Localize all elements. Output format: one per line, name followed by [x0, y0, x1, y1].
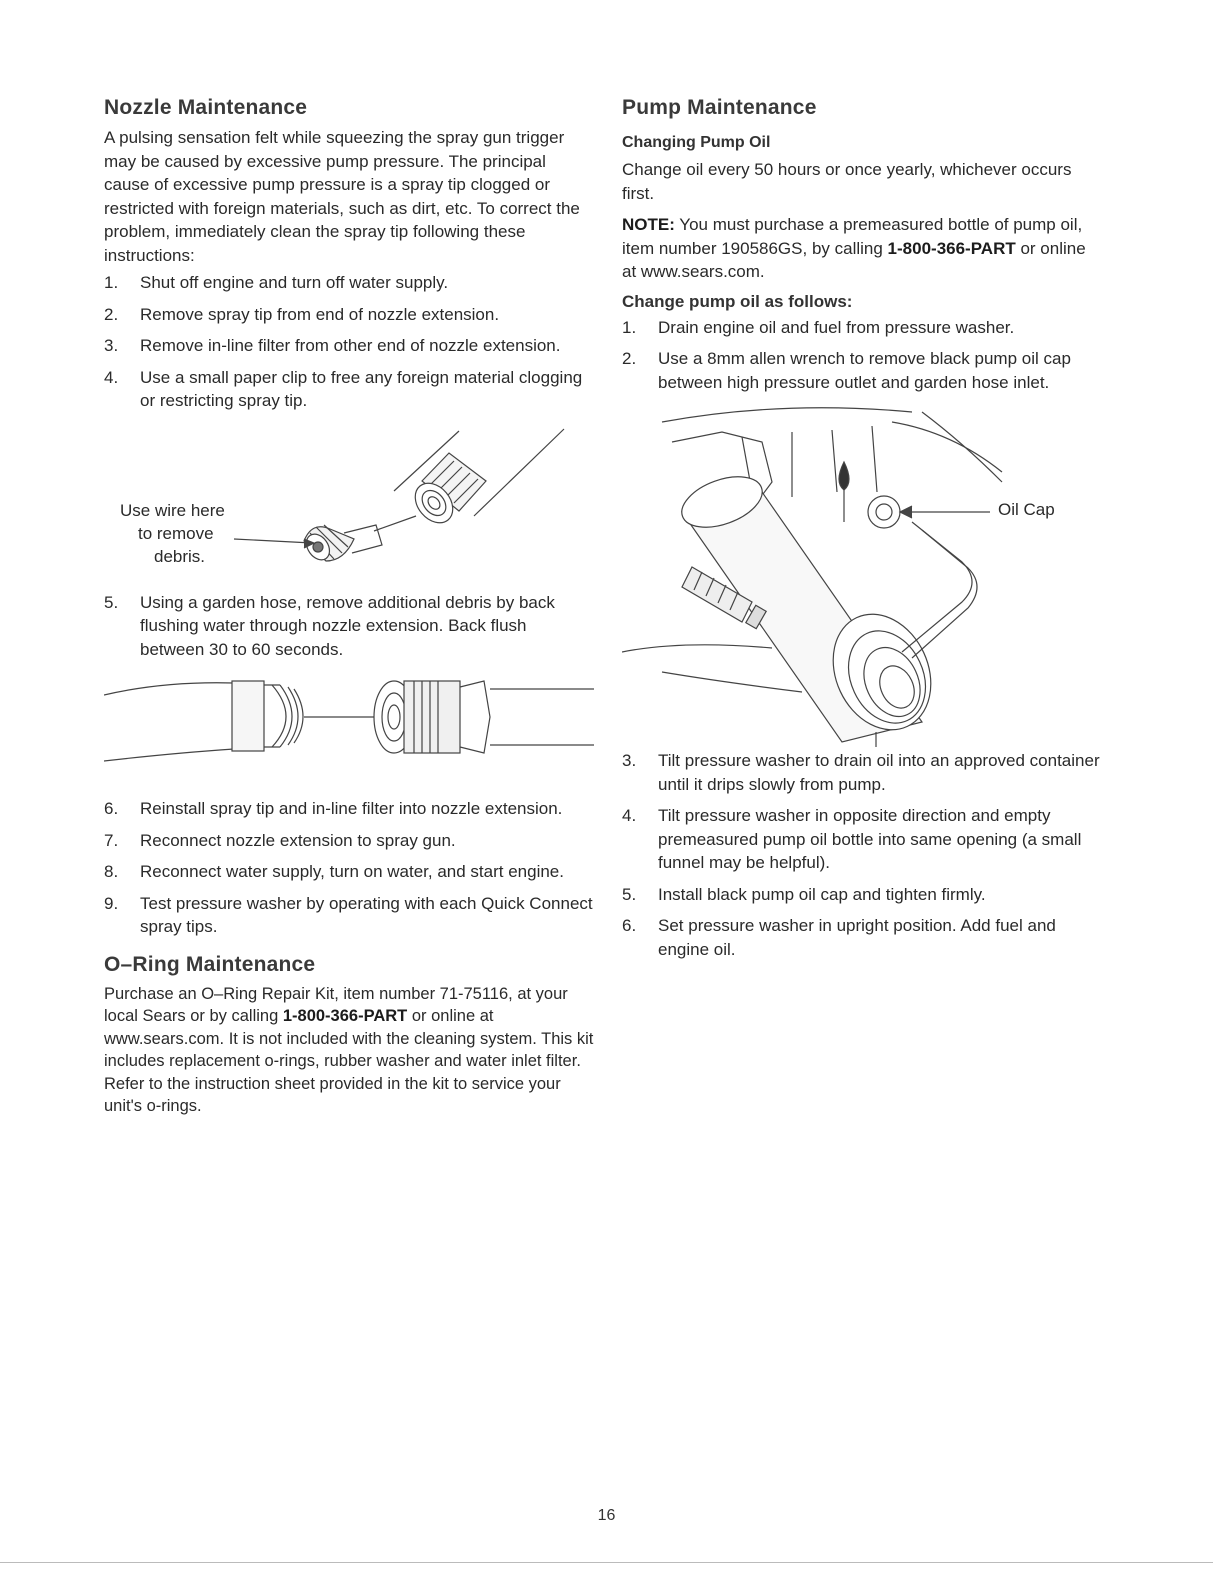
list-item: 2. Remove spray tip from end of nozzle extension. — [104, 304, 500, 324]
list-item: 5. Install black pump oil cap and tighten firmly. — [622, 884, 986, 904]
pump-maintenance-heading: Pump Maintenance — [622, 96, 817, 119]
list-item: 3. Tilt pressure washer to drain oil into an approved container until it drips slowly from pump. — [622, 751, 1100, 794]
nozzle-steps-1-4 — [104, 271, 594, 413]
oring-maintenance-heading: O–Ring Maintenance — [104, 952, 316, 976]
spray-tip-figure — [104, 421, 594, 591]
nozzle-steps-6-9 — [104, 797, 594, 939]
list-item: 7. Reconnect nozzle extension to spray gun. — [104, 830, 456, 850]
list-item: 5. Using a garden hose, remove additional debris by back flushing water through nozzle extension. Back flush between 30 to 60 seconds. — [104, 592, 555, 659]
oil-cap-label: Oil Cap — [998, 500, 1055, 519]
nozzle-intro: A pulsing sensation felt while squeezing the spray gun trigger may be caused by excessive pump pressure. The principal cause of excessive pump pressure is a spray tip clogged or restricted with foreign materials, such as dirt, etc. To correct the problem, immediately clean the spray tip following these instructions: — [104, 128, 580, 265]
list-item: 6. Reinstall spray tip and in-line filter into nozzle extension. — [104, 799, 563, 818]
change-pump-oil-steps-heading: Change pump oil as follows: — [622, 291, 853, 311]
pump-intro: Change oil every 50 hours or once yearly, whichever occurs first. — [622, 160, 1072, 203]
list-item: 9. Test pressure washer by operating with each Quick Connect spray tips. — [104, 893, 593, 936]
list-item: 8. Reconnect water supply, turn on water, and start engine. — [104, 862, 564, 881]
left-column — [104, 96, 594, 1126]
list-item: 6. Set pressure washer in upright position. Add fuel and engine oil. — [622, 916, 1056, 959]
right-column — [622, 96, 1100, 969]
bottom-rule — [0, 1562, 1213, 1563]
nozzle-steps-5 — [104, 591, 594, 662]
pump-note: NOTE: You must purchase a premeasured bottle of pump oil, item number 190586GS, by calling 1-800-366-PART or online at www.sears.com. — [622, 215, 1086, 281]
wire-debris-label: Use wire here to remove debris. — [120, 500, 225, 566]
nozzle-maintenance-heading: Nozzle Maintenance — [104, 96, 308, 119]
pump-oil-cap-figure — [622, 402, 1100, 747]
garden-hose-figure — [104, 669, 594, 787]
list-item: 1. Drain engine oil and fuel from pressure washer. — [622, 317, 1015, 337]
page-number: 16 — [597, 1507, 616, 1524]
pump-illustration — [622, 402, 1100, 747]
list-item: 3. Remove in-line filter from other end of nozzle extension. — [104, 336, 561, 355]
changing-pump-oil-subheading: Changing Pump Oil — [622, 134, 771, 151]
pump-steps-3-6 — [622, 749, 1100, 961]
oring-paragraph: Purchase an O–Ring Repair Kit, item number 71-75116, at your local Sears or by calling 1-800-366-PART or online at www.sears.com. It is not included with the cleaning system. This kit includes replacement o-rings, rubber washer and water inlet filter. Refer to the instruction sheet provided in the kit to service your unit's o-rings. — [104, 984, 594, 1115]
list-item: 2. Use a 8mm allen wrench to remove black pump oil cap between high pressure outlet and garden hose inlet. — [622, 349, 1071, 392]
list-item: 1. Shut off engine and turn off water supply. — [104, 273, 449, 292]
pump-steps-1-2 — [622, 316, 1100, 395]
list-item: 4. Use a small paper clip to free any foreign material clogging or restricting spray tip. — [104, 367, 583, 410]
garden-hose-illustration — [104, 669, 594, 787]
list-item: 4. Tilt pressure washer in opposite direction and empty premeasured pump oil bottle into same opening (a small funnel may be helpful). — [622, 806, 1082, 872]
